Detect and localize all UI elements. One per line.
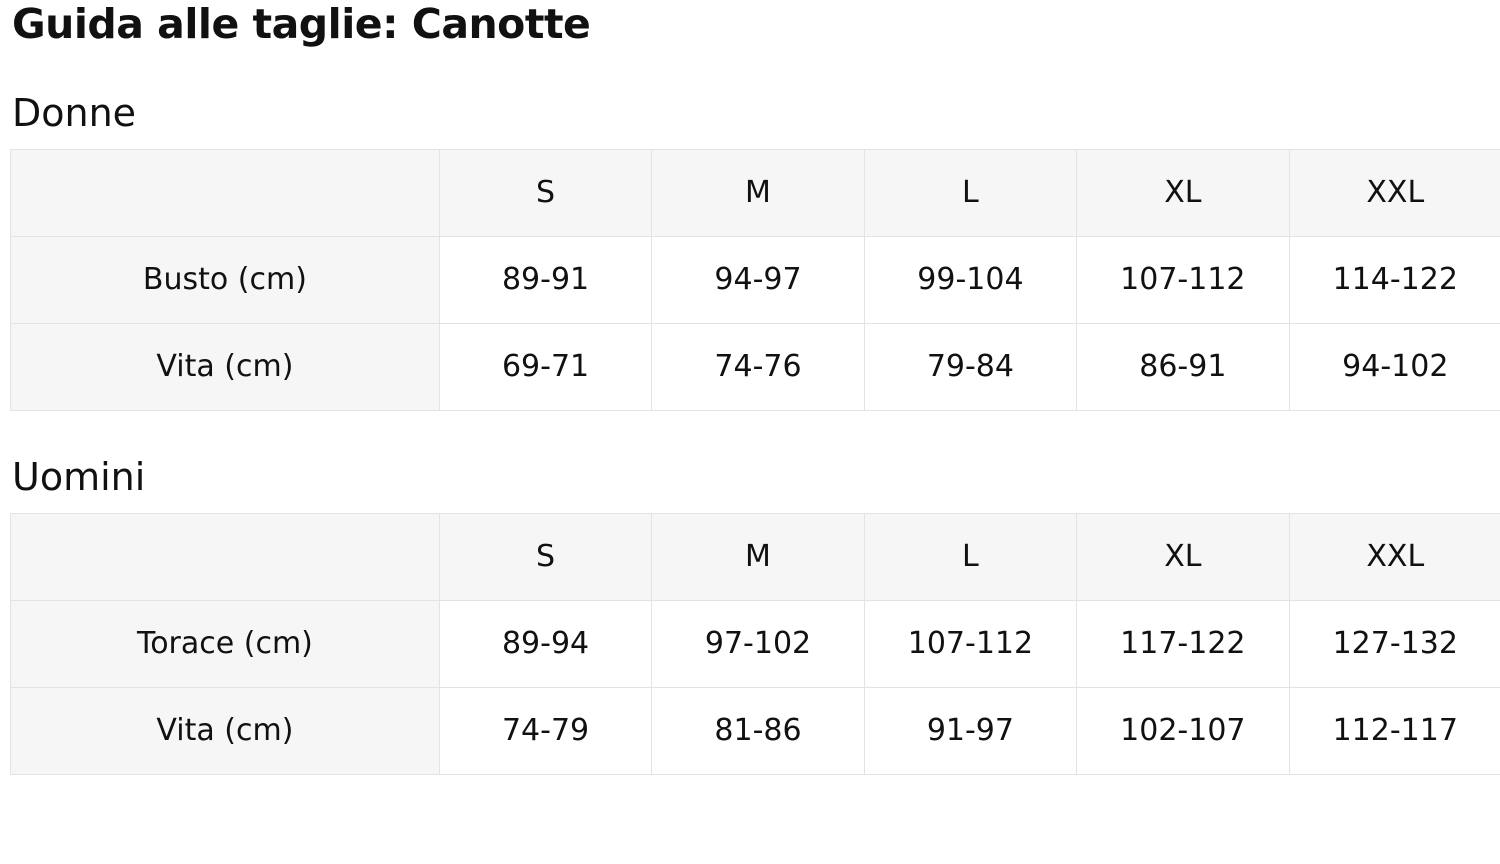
table-row xyxy=(11,323,1500,410)
cell-chest-m: 97-102 xyxy=(652,600,864,687)
table-header-row xyxy=(11,513,1500,600)
column-header-m: M xyxy=(652,513,864,600)
column-header-m: M xyxy=(652,149,864,236)
table-header-row xyxy=(11,149,1500,236)
column-header-xxl: XXL xyxy=(1289,513,1500,600)
size-table-men xyxy=(10,513,1500,775)
row-label-bust: Busto (cm) xyxy=(11,236,440,323)
table-body-men xyxy=(11,600,1500,774)
cell-waist-xxl: 112-117 xyxy=(1289,687,1500,774)
column-header-xl: XL xyxy=(1077,149,1289,236)
cell-bust-l: 99-104 xyxy=(864,236,1076,323)
size-table-women xyxy=(10,149,1500,411)
section-heading-women: Donne xyxy=(12,93,1492,135)
cell-waist-s: 69-71 xyxy=(439,323,651,410)
column-header-blank xyxy=(11,149,440,236)
table-head-men xyxy=(11,513,1500,600)
cell-bust-xxl: 114-122 xyxy=(1289,236,1500,323)
cell-bust-m: 94-97 xyxy=(652,236,864,323)
table-head-women xyxy=(11,149,1500,236)
table-row xyxy=(11,236,1500,323)
column-header-blank xyxy=(11,513,440,600)
column-header-xl: XL xyxy=(1077,513,1289,600)
row-label-waist: Vita (cm) xyxy=(11,323,440,410)
table-body-women xyxy=(11,236,1500,410)
column-header-xxl: XXL xyxy=(1289,149,1500,236)
cell-chest-l: 107-112 xyxy=(864,600,1076,687)
cell-waist-l: 79-84 xyxy=(864,323,1076,410)
cell-bust-s: 89-91 xyxy=(439,236,651,323)
size-guide-page xyxy=(0,2,1500,775)
cell-waist-xl: 86-91 xyxy=(1077,323,1289,410)
table-row xyxy=(11,600,1500,687)
row-label-waist: Vita (cm) xyxy=(11,687,440,774)
cell-chest-xxl: 127-132 xyxy=(1289,600,1500,687)
table-row xyxy=(11,687,1500,774)
cell-chest-s: 89-94 xyxy=(439,600,651,687)
row-label-chest: Torace (cm) xyxy=(11,600,440,687)
cell-chest-xl: 117-122 xyxy=(1077,600,1289,687)
cell-waist-m: 81-86 xyxy=(652,687,864,774)
section-heading-men: Uomini xyxy=(12,457,1492,499)
cell-waist-xl: 102-107 xyxy=(1077,687,1289,774)
column-header-s: S xyxy=(439,513,651,600)
cell-waist-l: 91-97 xyxy=(864,687,1076,774)
column-header-s: S xyxy=(439,149,651,236)
page-title: Guida alle taglie: Canotte xyxy=(12,2,1492,47)
column-header-l: L xyxy=(864,149,1076,236)
column-header-l: L xyxy=(864,513,1076,600)
cell-waist-m: 74-76 xyxy=(652,323,864,410)
cell-waist-s: 74-79 xyxy=(439,687,651,774)
cell-bust-xl: 107-112 xyxy=(1077,236,1289,323)
cell-waist-xxl: 94-102 xyxy=(1289,323,1500,410)
